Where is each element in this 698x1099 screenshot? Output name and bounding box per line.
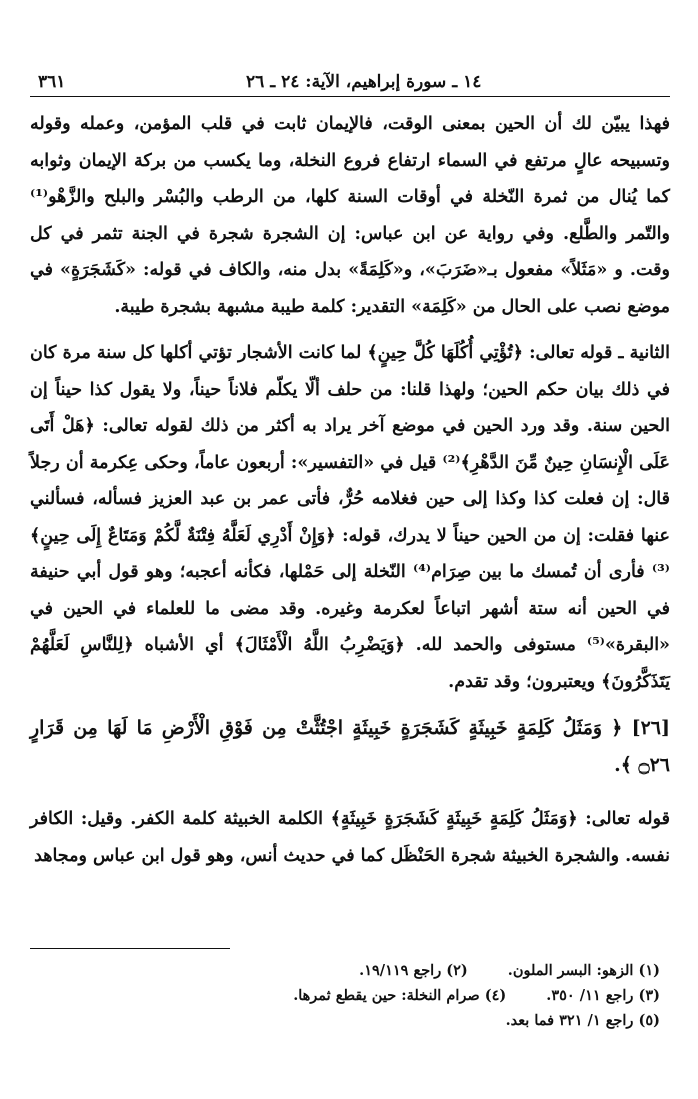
footnote-row [40,1008,660,1033]
page-header [30,62,670,97]
footnotes [40,958,660,1033]
quran-verse: [٢٦] ﴿ وَمَثَلُ كَلِمَةٍ خَبِيثَةٍ كَشَجَرَةٍ خَبِيثَةٍ اجْتُثَّتْ مِن فَوْقِ الْأَرْضِ مَا لَهَا مِن قَرَارٍ ۝٢٦ ﴾. [30,717,670,776]
footnote-4: (٤) صرام النخلة: حين يقطع ثمرها. [293,987,507,1004]
running-title: ١٤ ـ سورة إبراهيم، الآية: ٢٤ ـ ٢٦ [246,72,482,92]
footnote-2: (٢) راجع ١٩/١١٩. [359,962,468,979]
footnote-1: (١) الزهو: البسر الملون. [507,962,660,979]
paragraph-1: فهذا يبيّن لك أن الحين بمعنى الوقت، فالإيمان ثابت في قلب المؤمن، وعمله وقوله وتسبيحه عالٍ مرتفع في السماء ارتفاع فروع النخلة، وما يكسب من بركة الإيمان وثوابه كما يُنال من ثمرة النّخلة في أوقات السنة كلها، من الرطب والبُسْر والبلح والزَّهْو⁽¹⁾ والتّمر والطَّلع. وفي رواية عن ابن عباس: إن الشجرة شجرة في الجنة تثمر في كل وقت. و «مَثَلاً» مفعول بـ«ضَرَبَ»، و«كَلِمَةً» بدل منه، والكاف في قوله: «كَشَجَرَةٍ» في موضع نصب على الحال من «كَلِمَة» التقدير: كلمة طيبة مشبهة بشجرة طيبة. [30,114,670,317]
footnote-5: (٥) راجع ١/ ٣٢١ فما بعد. [505,1012,660,1029]
book-page [30,0,670,1099]
page-number: ٣٦١ [38,72,66,92]
footnote-divider [30,948,230,949]
footnote-row [40,983,660,1008]
paragraph-2: الثانية ـ قوله تعالى: ﴿تُؤْتِي أُكُلَهَا كُلَّ حِينٍ﴾ لما كانت الأشجار تؤتي أكلها كل سنة مرة كان في ذلك بيان حكم الحين؛ ولهذا قلنا: من حلف ألّا يكلّم فلاناً حيناً، ولا يقول كذا حيناً إن الحين سنة. وقد ورد الحين في موضع آخر يراد به أكثر من ذلك لقوله تعالى: ﴿هَلْ أَتَى عَلَى الْإِنسَانِ حِينٌ مِّنَ الدَّهْرِ﴾⁽²⁾ قيل في «التفسير»: أربعون عاماً، وحكى عِكرمة أن رجلاً قال: إن فعلت كذا وكذا إلى حين فغلامه حُرٌّ، فأتى عمر بن عبد العزيز فسأله، فسألني عنها فقلت: إن من الحين حيناً لا يدرك، قوله: ﴿وَإِنْ أَدْرِي لَعَلَّهُ فِتْنَةٌ لَّكُمْ وَمَتَاعٌ إِلَى حِينٍ﴾⁽³⁾ فأرى أن تُمسك ما بين صِرَام⁽⁴⁾ النّخلة إلى حَمْلها، فكأنه أعجبه؛ وهو قول أبي حنيفة في الحين أنه ستة أشهر اتباعاً لعكرمة وغيره. وقد مضى ما للعلماء في الحين في «البقرة»⁽⁵⁾ مستوفى والحمد لله. ﴿وَيَضْرِبُ اللَّهُ الْأَمْثَالَ﴾ أي الأشباه ﴿لِلنَّاسِ لَعَلَّهُمْ يَتَذَكَّرُونَ﴾ ويعتبرون؛ وقد تقدم. [30,343,671,692]
paragraph-3: قوله تعالى: ﴿وَمَثَلُ كَلِمَةٍ خَبِيثَةٍ كَشَجَرَةٍ خَبِيثَةٍ﴾ الكلمة الخبيثة كلمة الكفر. وقيل: الكافر نفسه. والشجرة الخبيثة شجرة الحَنْظَل كما في حديث أنس، وهو قول ابن عباس ومجاهد [30,809,670,866]
main-text [30,106,670,884]
footnote-row [40,958,660,983]
footnote-3: (٣) راجع ١١/ ٣٥٠. [546,987,660,1004]
